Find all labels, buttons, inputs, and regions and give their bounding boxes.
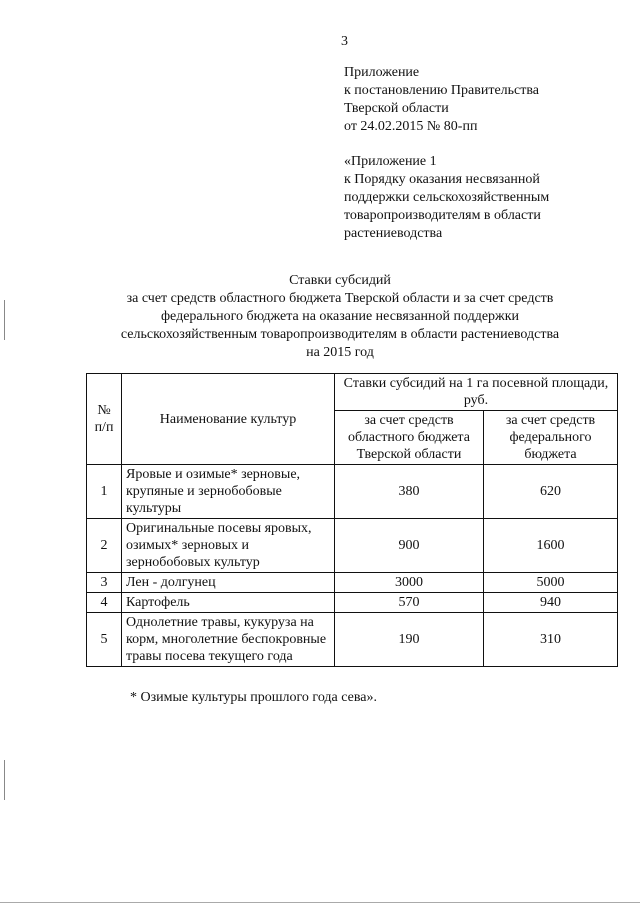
header-crop-name: Наименование культур xyxy=(122,374,335,465)
regional-rate: 3000 xyxy=(335,573,484,593)
subsidy-rates-table xyxy=(86,373,618,667)
header-number: № п/п xyxy=(87,374,122,465)
header-regional-budget: за счет средств областного бюджета Тверской области xyxy=(335,411,484,465)
crop-name: Однолетние травы, кукуруза на корм, многолетние беспокровные травы посева текущего года xyxy=(122,613,335,667)
regional-rate: 570 xyxy=(335,593,484,613)
regional-rate: 900 xyxy=(335,519,484,573)
header-federal-budget: за счет средств федерального бюджета xyxy=(484,411,618,465)
sub-appendix-line: к Порядку оказания несвязанной xyxy=(344,172,540,187)
table-header-row xyxy=(87,374,618,411)
crop-name: Яровые и озимые* зерновые, крупяные и зернобобовые культуры xyxy=(122,465,335,519)
table-row xyxy=(87,593,618,613)
federal-rate: 940 xyxy=(484,593,618,613)
sub-appendix-line: товаропроизводителям в области xyxy=(344,208,541,223)
table-row xyxy=(87,573,618,593)
crop-name: Оригинальные посевы яровых, озимых* зерновых и зернобобовых культур xyxy=(122,519,335,573)
title-line: Ставки субсидий xyxy=(289,273,391,288)
document-title xyxy=(80,272,600,362)
table-row xyxy=(87,519,618,573)
appendix-line: от 24.02.2015 № 80-пп xyxy=(344,119,478,134)
crop-name: Лен - долгунец xyxy=(122,573,335,593)
row-number: 1 xyxy=(87,465,122,519)
sub-appendix-header xyxy=(344,153,549,243)
title-line: сельскохозяйственным товаропроизводителям в области растениеводства xyxy=(120,327,560,342)
footnote: * Озимые культуры прошлого года сева». xyxy=(130,690,377,705)
title-line: за счет средств областного бюджета Тверской области и за счет средств xyxy=(126,291,554,306)
federal-rate: 620 xyxy=(484,465,618,519)
row-number: 2 xyxy=(87,519,122,573)
federal-rate: 310 xyxy=(484,613,618,667)
crop-name: Картофель xyxy=(122,593,335,613)
appendix-header xyxy=(344,64,539,136)
regional-rate: 380 xyxy=(335,465,484,519)
federal-rate: 5000 xyxy=(484,573,618,593)
scan-margin-mark xyxy=(4,760,5,800)
row-number: 5 xyxy=(87,613,122,667)
scan-margin-mark xyxy=(4,300,5,340)
appendix-line: Тверской области xyxy=(344,101,449,116)
sub-appendix-line: поддержки сельскохозяйственным xyxy=(344,190,550,205)
table-row xyxy=(87,465,618,519)
appendix-line: Приложение xyxy=(344,65,420,80)
page-number: 3 xyxy=(341,34,348,49)
regional-rate: 190 xyxy=(335,613,484,667)
appendix-line: к постановлению Правительства xyxy=(344,83,540,98)
row-number: 3 xyxy=(87,573,122,593)
title-line: на 2015 год xyxy=(306,345,374,360)
federal-rate: 1600 xyxy=(484,519,618,573)
scan-bottom-edge xyxy=(0,902,640,903)
row-number: 4 xyxy=(87,593,122,613)
title-line: федерального бюджета на оказание несвязанной поддержки xyxy=(160,309,520,324)
header-subsidy-rates: Ставки субсидий на 1 га посевной площади, руб. xyxy=(335,374,618,411)
table-row xyxy=(87,613,618,667)
sub-appendix-line: «Приложение 1 xyxy=(344,154,437,169)
sub-appendix-line: растениеводства xyxy=(344,226,443,241)
